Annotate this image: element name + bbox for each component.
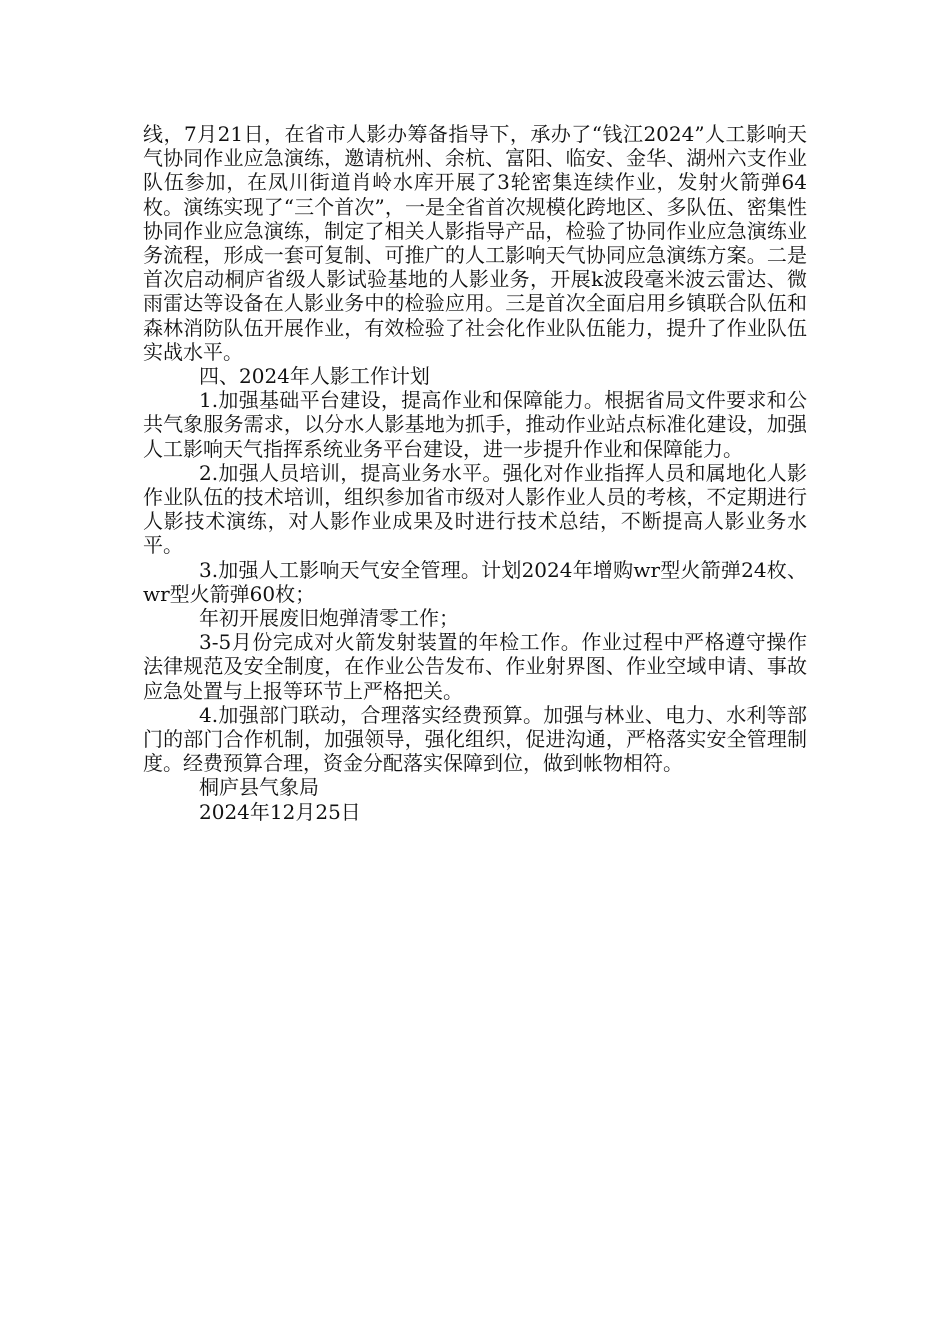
signature-date: 2024年12月25日 [199, 799, 361, 824]
paragraph-plan-item-3-inspection: 3-5月份完成对火箭发射装置的年检工作。作业过程中严格遵守操作法律规范及安全制度，在作业公告发布、作业射界图、作业空域申请、事故应急处置与上报等环节上严格把关。 [143, 630, 807, 703]
paragraph-plan-item-2: 2.加强人员培训，提高业务水平。强化对作业指挥人员和属地化人影作业队伍的技术培训，组织参加省市级对人影作业人员的考核，不定期进行人影技术演练，对人影作业成果及时进行技术总结，不断提高人影业务水平。 [143, 460, 807, 558]
paragraph-plan-item-1: 1.加强基础平台建设，提高作业和保障能力。根据省局文件要求和公共气象服务需求，以分水人影基地为抓手，推动作业站点标准化建设，加强人工影响天气指挥系统业务平台建设，进一步提升作业和保障能力。 [143, 388, 807, 461]
paragraph-plan-item-3-cleanup: 年初开展废旧炮弹清零工作； [199, 606, 459, 631]
signature-organization: 桐庐县气象局 [199, 775, 319, 800]
paragraph-plan-item-4: 4.加强部门联动，合理落实经费预算。加强与林业、电力、水利等部门的部门合作机制，加强领导，强化组织，促进沟通，严格落实安全管理制度。经费预算合理，资金分配落实保障到位，做到帐物相符。 [143, 702, 807, 776]
paragraph-plan-item-3: 3.加强人工影响天气安全管理。计划2024年增购wr型火箭弹24枚、wr型火箭弹60枚； [143, 557, 807, 606]
document-page [143, 122, 807, 824]
paragraph-drill-summary: 线，7月21日，在省市人影办筹备指导下，承办了“钱江2024”人工影响天气协同作业应急演练，邀请杭州、余杭、富阳、临安、金华、湖州六支作业队伍参加，在凤川街道肖岭水库开展了3轮密集连续作业，发射火箭弹64枚。演练实现了“三个首次”，一是全省首次规模化跨地区、多队伍、密集性协同作业应急演练，制定了相关人影指导产品，检验了协同作业应急演练业务流程，形成一套可复制、可推广的人工影响天气协同应急演练方案。二是首次启动桐庐省级人影试验基地的人影业务，开展k波段毫米波云雷达、微雨雷达等设备在人影业务中的检验应用。三是首次全面启用乡镇联合队伍和森林消防队伍开展作业，有效检验了社会化作业队伍能力，提升了作业队伍实战水平。 [143, 122, 807, 364]
section-heading-work-plan: 四、2024年人影工作计划 [199, 364, 430, 389]
